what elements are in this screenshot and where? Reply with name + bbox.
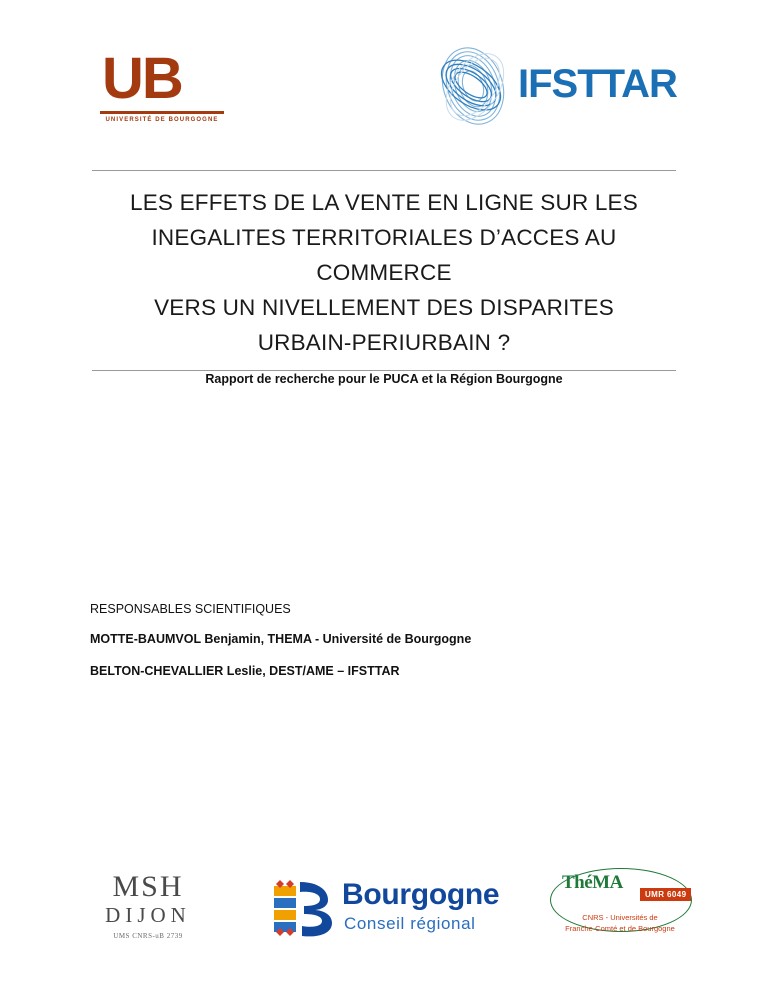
msh-logo-line2: DIJON (105, 903, 191, 927)
title-line-4: VERS UN NIVELLEMENT DES DISPARITES (154, 295, 614, 320)
ifsttar-logo (430, 38, 690, 134)
ub-logo (100, 46, 228, 130)
ifsttar-wordmark: IFSTTAR (518, 62, 677, 106)
msh-logo-affiliation: UMS CNRS-uB 2739 (113, 932, 183, 940)
ub-logo-rule (100, 111, 224, 114)
bourgogne-logo-tagline: Conseil régional (344, 914, 476, 933)
title-line-1: LES EFFETS DE LA VENTE EN LIGNE SUR LES (130, 190, 638, 215)
header-logos (0, 28, 768, 138)
responsable-person-2: BELTON-CHEVALLIER Leslie, DEST/AME – IFSTTAR (90, 664, 400, 678)
thema-logo-umr: UMR 6049 (640, 888, 691, 901)
title-line-2: INEGALITES TERRITORIALES D’ACCES AU (151, 225, 617, 250)
thema-logo (546, 868, 696, 952)
ifsttar-swirl-icon (430, 42, 516, 130)
responsables-heading: RESPONSABLES SCIENTIFIQUES (90, 602, 291, 616)
footer-logos (0, 868, 768, 958)
title-line-3: COMMERCE (316, 260, 452, 285)
bourgogne-region-logo (270, 874, 510, 950)
responsable-person-1: MOTTE-BAUMVOL Benjamin, THEMA - Université de Bourgogne (90, 632, 472, 646)
bourgogne-emblem-icon (270, 876, 336, 942)
msh-dijon-logo (88, 872, 208, 952)
document-title (92, 171, 676, 370)
ub-logo-letters: UB (102, 46, 182, 111)
thema-logo-affiliation: CNRS - Universités de Franche-Comté et de Bourgogne (565, 913, 675, 933)
thema-logo-name: ThéMA (562, 872, 623, 893)
ub-logo-subtitle: UNIVERSITÉ DE BOURGOGNE (105, 117, 219, 123)
title-line-5: URBAIN-PERIURBAIN ? (257, 330, 511, 355)
msh-logo-line1: MSH (112, 870, 184, 903)
title-block (92, 170, 676, 371)
document-subtitle: Rapport de recherche pour le PUCA et la Région Bourgogne (205, 372, 563, 386)
bourgogne-logo-name: Bourgogne (342, 878, 500, 911)
title-rule-bottom (92, 370, 676, 371)
responsables-block (90, 602, 650, 696)
